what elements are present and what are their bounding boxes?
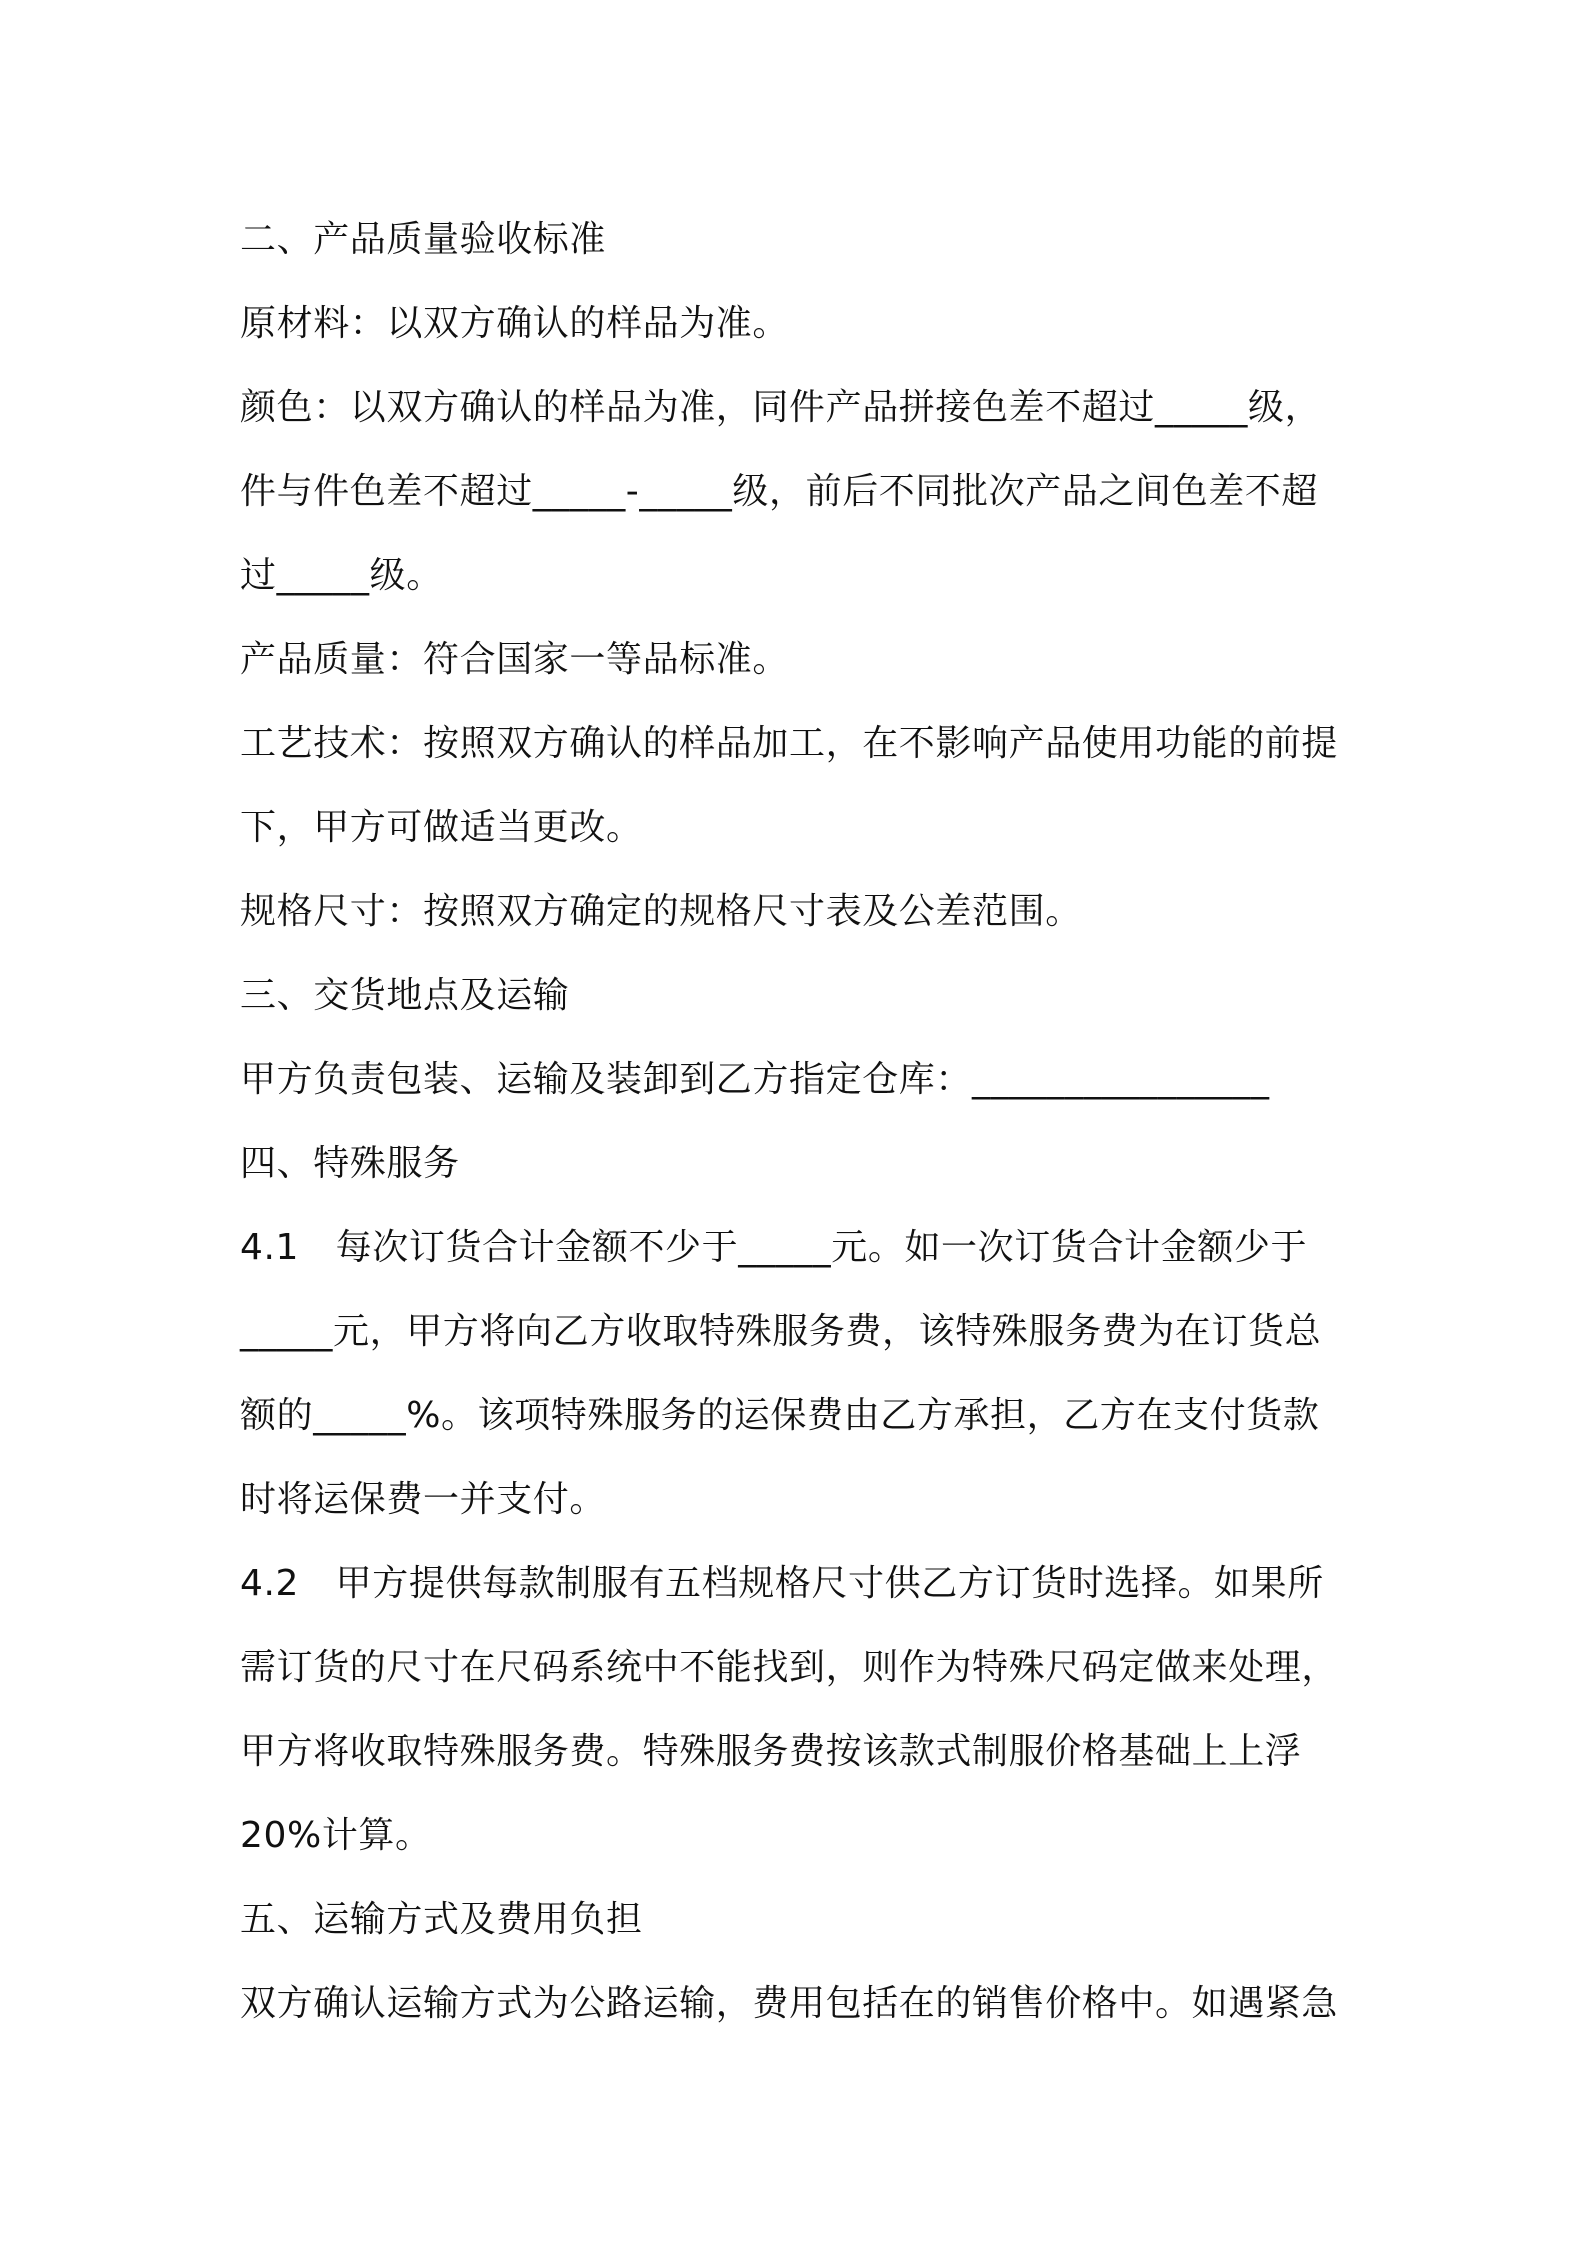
section-heading-transport: 五、运输方式及费用负担 <box>240 1899 643 1940</box>
section-heading-special-service: 四、特殊服务 <box>240 1143 460 1184</box>
paragraph-line: 20%计算。 <box>240 1815 432 1856</box>
paragraph-line: 额的_____%。该项特殊服务的运保费由乙方承担，乙方在支付货款 <box>240 1395 1320 1436</box>
paragraph-line: 过_____级。 <box>240 555 443 596</box>
paragraph-line: 4.1 每次订货合计金额不少于_____元。如一次订货合计金额少于 <box>240 1227 1308 1268</box>
paragraph-line: 颜色：以双方确认的样品为准，同件产品拼接色差不超过_____级， <box>240 387 1322 428</box>
paragraph-line: _____元，甲方将向乙方收取特殊服务费，该特殊服务费为在订货总 <box>240 1311 1322 1352</box>
paragraph-line: 件与件色差不超过_____-_____级，前后不同批次产品之间色差不超 <box>240 471 1318 512</box>
paragraph-line: 甲方将收取特殊服务费。特殊服务费按该款式制服价格基础上上浮 <box>240 1731 1302 1772</box>
paragraph-line: 双方确认运输方式为公路运输，费用包括在的销售价格中。如遇紧急 <box>240 1983 1339 2024</box>
paragraph-line: 时将运保费一并支付。 <box>240 1479 607 1520</box>
paragraph-line: 产品质量：符合国家一等品标准。 <box>240 639 790 680</box>
paragraph-line: 下，甲方可做适当更改。 <box>240 807 643 848</box>
paragraph-line: 工艺技术：按照双方确认的样品加工，在不影响产品使用功能的前提 <box>240 723 1339 764</box>
section-heading-quality: 二、产品质量验收标准 <box>240 219 607 260</box>
section-heading-delivery: 三、交货地点及运输 <box>240 975 570 1016</box>
paragraph-line: 4.2 甲方提供每款制服有五档规格尺寸供乙方订货时选择。如果所 <box>240 1563 1324 1604</box>
paragraph-line: 需订货的尺寸在尺码系统中不能找到，则作为特殊尺码定做来处理， <box>240 1647 1339 1688</box>
document-page <box>240 198 1360 2046</box>
paragraph-line: 规格尺寸：按照双方确定的规格尺寸表及公差范围。 <box>240 891 1082 932</box>
paragraph-line: 原材料：以双方确认的样品为准。 <box>240 303 790 344</box>
paragraph-line: 甲方负责包装、运输及装卸到乙方指定仓库：________________ <box>240 1059 1270 1100</box>
